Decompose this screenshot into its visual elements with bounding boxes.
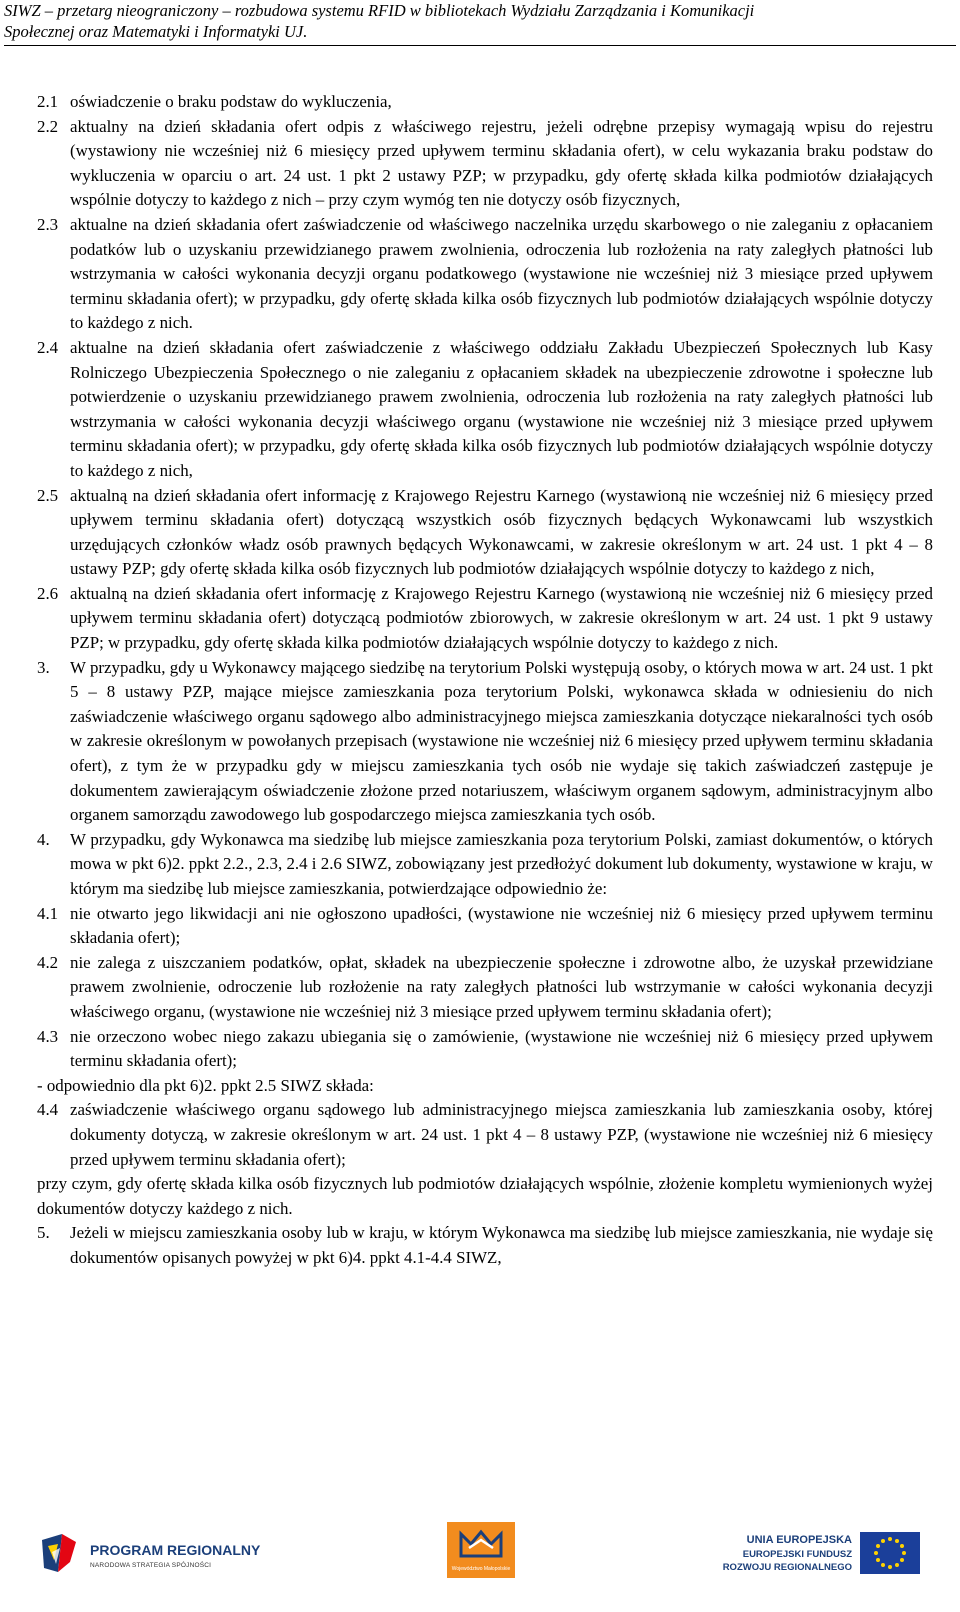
- document-body: [37, 90, 933, 1271]
- ue-line-2: EUROPEJSKI FUNDUSZ: [742, 1549, 852, 1560]
- list-item: 2.5 aktualną na dzień składania ofert informację z Krajowego Rejestru Karnego (wystawioną nie wcześniej niż 6 miesięcy przed upływem terminu składania ofert) dotyczącą wszystkich osób fizycznych będących Wykonawcami lub wszystkich urzędujących członków władz osób prawnych będących Wykonawcami, w zakresie określonym w art. 24 ust. 1 pkt 4 – 8 ustawy PZP; gdy ofertę składa kilka osób fizycznych lub podmiotów działających wspólnie dotyczy to każdego z nich,: [37, 485, 933, 579]
- malopolska-emblem-icon: [447, 1522, 515, 1566]
- nss-flag-icon: [40, 1532, 84, 1576]
- ue-efrr-logo: [700, 1532, 920, 1580]
- list-item: 3. W przypadku, gdy u Wykonawcy mającego siedzibę na terytorium Polski występują osoby, o których mowa w art. 24 ust. 1 pkt 5 – 8 ustawy PZP, mające miejsce zamieszkania poza terytorium Polski, wykonawca składa w odniesieniu do nich zaświadczenie właściwego organu sądowego albo administracyjnego miejsca zamieszkania dotyczące niekaralności tych osób w zakresie określonym w powołanych przepisach (wystawione nie wcześniej niż 6 miesięcy przed upływem terminu składania ofert), z tym że w przypadku gdy w miejscu zamieszkania tych osób nie wydaje się takich zaświadczeń zastępuje je dokumentem zawierającym oświadczenie złożone przed notariuszem, właściwym organem sądowym, administracyjnym albo organem samorządu zawodowego lub gospodarczego miejsca zamieszkania tych osób.: [37, 657, 933, 825]
- program-regionalny-title: PROGRAM REGIONALNY: [90, 1542, 261, 1558]
- list-item: 4.4 zaświadczenie właściwego organu sądowego lub administracyjnego miejsca zamieszkania lub zamieszkania osoby, której dokumenty dotyczą, w zakresie określonym w art. 24 ust. 1 pkt 4 – 8 ustawy PZP, (wystawione nie wcześniej niż 6 miesięcy przed upływem terminu składania ofert);: [37, 1100, 933, 1169]
- program-regionalny-logo: [40, 1532, 260, 1578]
- paragraph: - odpowiednio dla pkt 6)2. ppkt 2.5 SIWZ składa:: [37, 1075, 374, 1095]
- list-item: 4.2 nie zalega z uiszczaniem podatków, opłat, składek na ubezpieczenie społeczne i zdrowotne albo, że uzyskał przewidziane prawem zwolnienie, odroczenie lub rozłożenie na raty zaległych płatności lub wstrzymanie w całości wykonania decyzji właściwego organu, (wystawione nie wcześniej niż 3 miesiące przed upływem terminu składania ofert);: [37, 952, 933, 1021]
- list-item: 2.2 aktualny na dzień składania ofert odpis z właściwego rejestru, jeżeli odrębne przepisy wymagają wpisu do rejestru (wystawiony nie wcześniej niż 6 miesięcy przed upływem terminu składania ofert), w celu wykazania braku podstaw do wykluczenia w oparciu o art. 24 ust. 1 pkt 2 ustawy PZP; w przypadku, gdy ofertę składa kilka podmiotów działających wspólnie dotyczy to każdego z nich – przy czym wymóg ten nie dotyczy osób fizycznych,: [37, 116, 933, 210]
- list-item: 2.3 aktualne na dzień składania ofert zaświadczenie od właściwego naczelnika urzędu skarbowego o nie zaleganiu z opłacaniem podatków lub o uzyskaniu przewidzianego prawem zwolnienia, odroczenia lub rozłożenia na raty zaległych płatności lub wstrzymania w całości wykonania decyzji organu podatkowego (wystawione nie wcześniej niż 3 miesiące przed upływem terminu składania ofert); w przypadku, gdy ofertę składa kilka osób fizycznych lub podmiotów działających wspólnie dotyczy to każdego z nich.: [37, 214, 933, 333]
- eu-flag-icon: [860, 1532, 920, 1574]
- list-item: 2.1 oświadczenie o braku podstaw do wykluczenia,: [37, 92, 392, 111]
- list-item: 4.1 nie otwarto jego likwidacji ani nie ogłoszono upadłości, (wystawione nie wcześniej niż 6 miesięcy przed upływem terminu składania ofert);: [37, 903, 933, 948]
- program-regionalny-subtitle: NARODOWA STRATEGIA SPÓJNOŚCI: [90, 1562, 212, 1569]
- ue-line-1: UNIA EUROPEJSKA: [746, 1534, 852, 1546]
- header-line-1: SIWZ – przetarg nieograniczony – rozbudowa systemu RFID w bibliotekach Wydziału Zarządzania i Komunikacji: [4, 1, 755, 20]
- malopolska-label: Województwo Małopolskie: [451, 1566, 511, 1572]
- list-item: 2.4 aktualne na dzień składania ofert zaświadczenie z właściwego oddziału Zakładu Ubezpieczeń Społecznych lub Kasy Rolniczego Ubezpieczenia Społecznego o nie zaleganiu z opłacaniem składek na ubezpieczenie zdrowotne i społeczne lub potwierdzenie o uzyskaniu przewidzianego prawem zwolnienia, odroczenia lub rozłożenia na raty zaległych płatności lub wstrzymania w całości wykonania decyzji właściwego organu (wystawione nie wcześniej niż 3 miesiące przed upływem terminu składania ofert); w przypadku, gdy ofertę składa kilka osób fizycznych lub podmiotów działających wspólnie dotyczy to każdego z nich,: [37, 337, 933, 480]
- list-item: 5. Jeżeli w miejscu zamieszkania osoby lub w kraju, w którym Wykonawca ma siedzibę lub miejsce zamieszkania, nie wydaje się dokumentów opisanych powyżej w pkt 6)4. ppkt 4.1-4.4 SIWZ,: [37, 1223, 933, 1267]
- malopolska-logo: [447, 1522, 515, 1578]
- list-item: 2.6 aktualną na dzień składania ofert informację z Krajowego Rejestru Karnego (wystawioną nie wcześniej niż 6 miesięcy przed upływem terminu składania ofert) dotyczącą podmiotów zbiorowych, w zakresie określonym w art. 24 ust. 1 pkt 9 ustawy PZP; w przypadku, gdy ofertę składa kilka podmiotów działających wspólnie dotyczy to każdego z nich.: [37, 583, 933, 653]
- header-line-2: Społecznej oraz Matematyki i Informatyki UJ.: [4, 22, 308, 41]
- paragraph: przy czym, gdy ofertę składa kilka osób fizycznych lub podmiotów działających wspólnie, złożenie kompletu wymienionych wyżej dokumentów dotyczy każdego z nich.: [37, 1174, 933, 1218]
- list-item: 4.3 nie orzeczono wobec niego zakazu ubiegania się o zamówienie, (wystawione nie wcześniej niż 6 miesięcy przed upływem terminu składania ofert);: [37, 1026, 933, 1071]
- footer-logos: [0, 1518, 960, 1612]
- ue-line-3: ROZWOJU REGIONALNEGO: [722, 1562, 852, 1573]
- document-header: [4, 0, 956, 46]
- list-item: 4. W przypadku, gdy Wykonawca ma siedzibę lub miejsce zamieszkania poza terytorium Polski, zamiast dokumentów, o których mowa w pkt 6)2. ppkt 2.2., 2.3, 2.4 i 2.6 SIWZ, zobowiązany jest przedłożyć dokument lub dokumenty, wystawione w kraju, w którym ma siedzibę lub miejsce zamieszkania, potwierdzające odpowiednio że:: [37, 829, 933, 898]
